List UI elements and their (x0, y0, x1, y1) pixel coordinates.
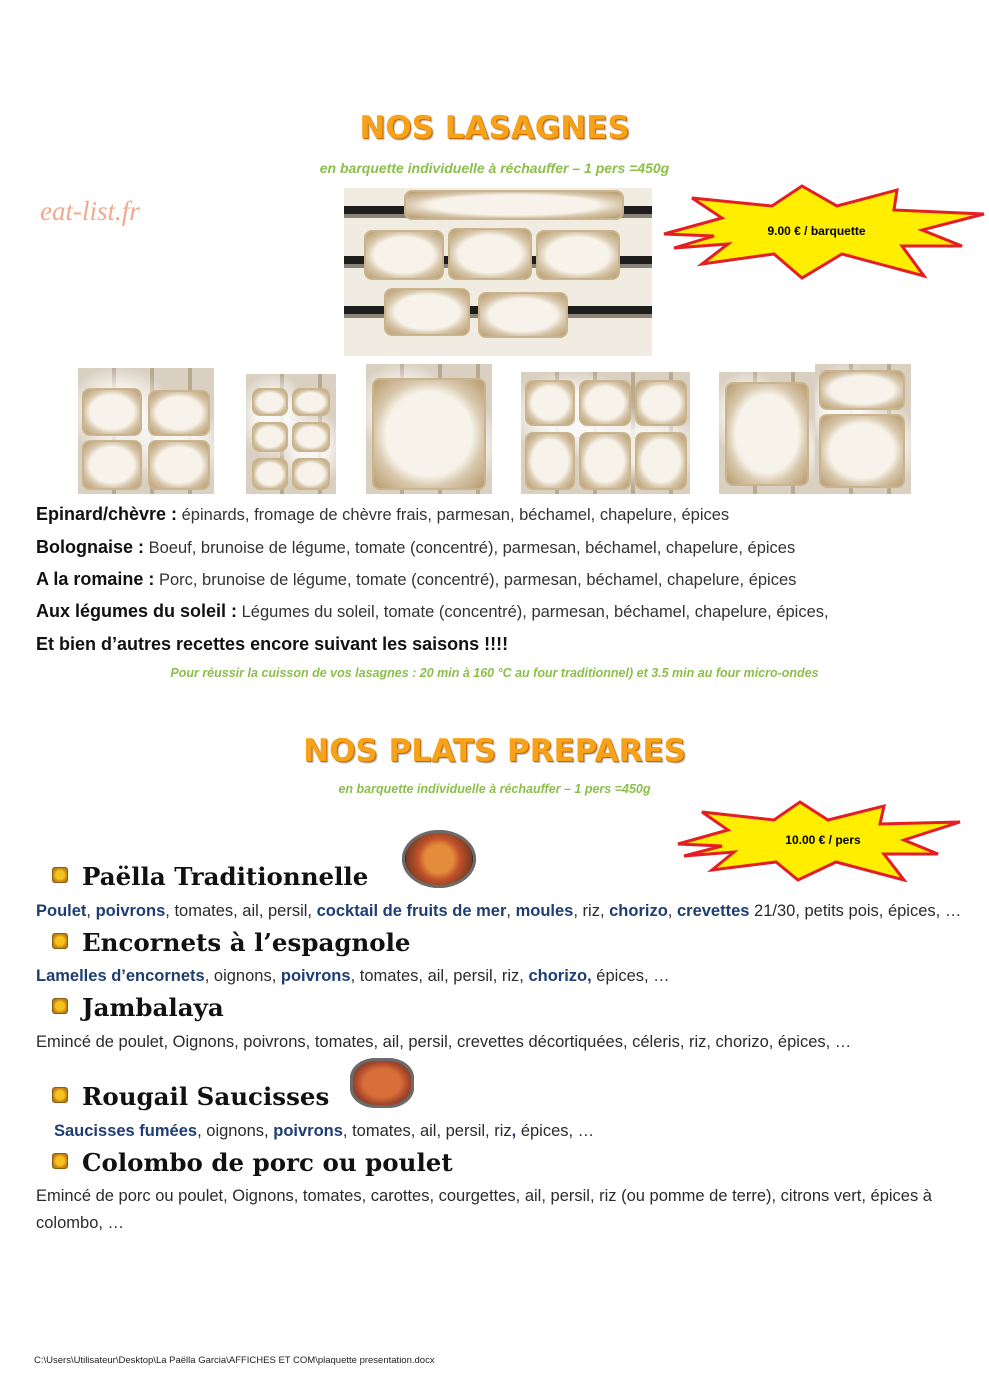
recipe-line (36, 504, 729, 525)
recipe-ingredients: Porc, brunoise de légume, tomate (concentré), parmesan, béchamel, chapelure, épices (154, 571, 797, 589)
ingredient-highlight: poivrons (273, 1122, 343, 1140)
ingredient-text: , (667, 902, 677, 920)
dish-description-rougail (54, 1122, 594, 1141)
recipe-ingredients: épinards, fromage de chèvre frais, parmesan, béchamel, chapelure, épices (177, 506, 730, 524)
ingredient-text: , riz, (573, 902, 610, 920)
ingredient-highlight: moules (515, 902, 574, 920)
bullet-icon (52, 867, 68, 883)
more-recipes-text: Et bien d’autres recettes encore suivant les saisons !!!! (36, 634, 509, 654)
ingredient-highlight: crevettes (676, 902, 750, 920)
ingredient-text: épices, … (591, 967, 670, 985)
ingredient-highlight: poivrons (95, 902, 166, 920)
recipe-line (36, 537, 795, 558)
dish-name: Jambalaya (82, 993, 224, 1022)
ingredient-highlight: poivrons (280, 967, 351, 985)
lasagna-photo-1 (78, 368, 214, 494)
plats-price-burst (676, 800, 962, 882)
dish-name: Encornets à l’espagnole (82, 928, 411, 957)
recipe-line (36, 569, 796, 590)
footer-file-path: C:\Users\Utilisateur\Desktop\La Paëlla Garcia\AFFICHES ET COM\plaquette presentation.docx (34, 1355, 435, 1366)
dish-description-colombo (36, 1183, 936, 1237)
lasagna-photo-4 (521, 372, 690, 494)
ingredient-text: , tomates, ail, persil, riz (342, 1122, 512, 1140)
ingredient-text: Emincé de porc ou poulet, Oignons, tomates, carottes, courgettes, ail, persil, riz (ou pomme de terre), citrons vert, épices à colombo, … (36, 1187, 932, 1232)
dish-title-jambalaya (52, 993, 224, 1022)
dish-title-rougail (52, 1082, 329, 1111)
bullet-icon (52, 933, 68, 949)
ingredient-text: 21/30, petits pois, épices, … (749, 902, 962, 920)
dish-title-colombo (52, 1148, 453, 1177)
watermark: eat-list.fr (40, 196, 140, 226)
ingredient-text: , (506, 902, 516, 920)
lasagna-photo-3 (366, 364, 492, 494)
dish-description-encornets (36, 967, 670, 986)
ingredient-text: , tomates, ail, persil, (165, 902, 317, 920)
cooking-note: Pour réussir la cuisson de vos lasagnes : 20 min à 160 °C au four traditionnel) et 3.5 min au four micro-ondes (170, 666, 819, 680)
ingredient-highlight: cocktail de fruits de mer (316, 902, 507, 920)
lasagnes-price-burst (662, 184, 987, 280)
ingredient-highlight: chorizo, (528, 967, 592, 985)
recipe-ingredients: Boeuf, brunoise de légume, tomate (concentré), parmesan, béchamel, chapelure, épices (144, 539, 796, 557)
plats-price: 10.00 € / pers (785, 833, 861, 847)
plats-subtitle: en barquette individuelle à réchauffer – 1 pers =450g (338, 782, 651, 796)
recipe-ingredients: Légumes du soleil, tomate (concentré), parmesan, béchamel, chapelure, épices, (237, 603, 829, 621)
lasagnes-oven-photo (344, 188, 652, 356)
lasagnes-title: NOS LASAGNES (359, 110, 630, 146)
lasagna-photo-2 (246, 374, 336, 494)
ingredient-highlight: Poulet (36, 902, 87, 920)
paella-photo (402, 830, 476, 888)
lasagna-photo-5 (719, 372, 815, 494)
ingredient-text: , oignons, (204, 967, 281, 985)
dish-name: Rougail Saucisses (82, 1082, 330, 1111)
dish-title-paella (52, 862, 368, 891)
recipe-name: Bolognaise : (36, 537, 145, 557)
lasagna-photo-6 (815, 364, 911, 494)
dish-description-paella (36, 902, 961, 921)
bullet-icon (52, 998, 68, 1014)
rougail-photo (350, 1058, 414, 1108)
lasagnes-price: 9.00 € / barquette (767, 224, 866, 238)
ingredient-highlight: Saucisses fumées (54, 1122, 198, 1140)
recipe-line (36, 601, 829, 622)
plats-title: NOS PLATS PREPARES (303, 733, 686, 769)
lasagnes-subtitle: en barquette individuelle à réchauffer – 1 pers =450g (319, 160, 670, 176)
dish-title-encornets (52, 928, 411, 957)
recipe-name: A la romaine : (36, 569, 155, 589)
ingredient-text: , oignons, (197, 1122, 274, 1140)
bullet-icon (52, 1153, 68, 1169)
ingredient-text: , (86, 902, 96, 920)
dish-name: Paëlla Traditionnelle (82, 862, 369, 891)
dish-description-jambalaya (36, 1033, 851, 1052)
ingredient-highlight: Lamelles d’encornets (36, 967, 205, 985)
ingredient-text: Emincé de poulet, Oignons, poivrons, tomates, ail, persil, crevettes décortiquées, céleris, riz, chorizo, épices, … (36, 1033, 852, 1051)
dish-name: Colombo de porc ou poulet (82, 1148, 453, 1177)
recipe-name: Epinard/chèvre : (36, 504, 178, 524)
recipe-name: Aux légumes du soleil : (36, 601, 238, 621)
ingredient-highlight: , (511, 1122, 517, 1140)
ingredient-highlight: chorizo (609, 902, 668, 920)
ingredient-text: , tomates, ail, persil, riz, (350, 967, 529, 985)
ingredient-text: épices, … (516, 1122, 595, 1140)
bullet-icon (52, 1087, 68, 1103)
